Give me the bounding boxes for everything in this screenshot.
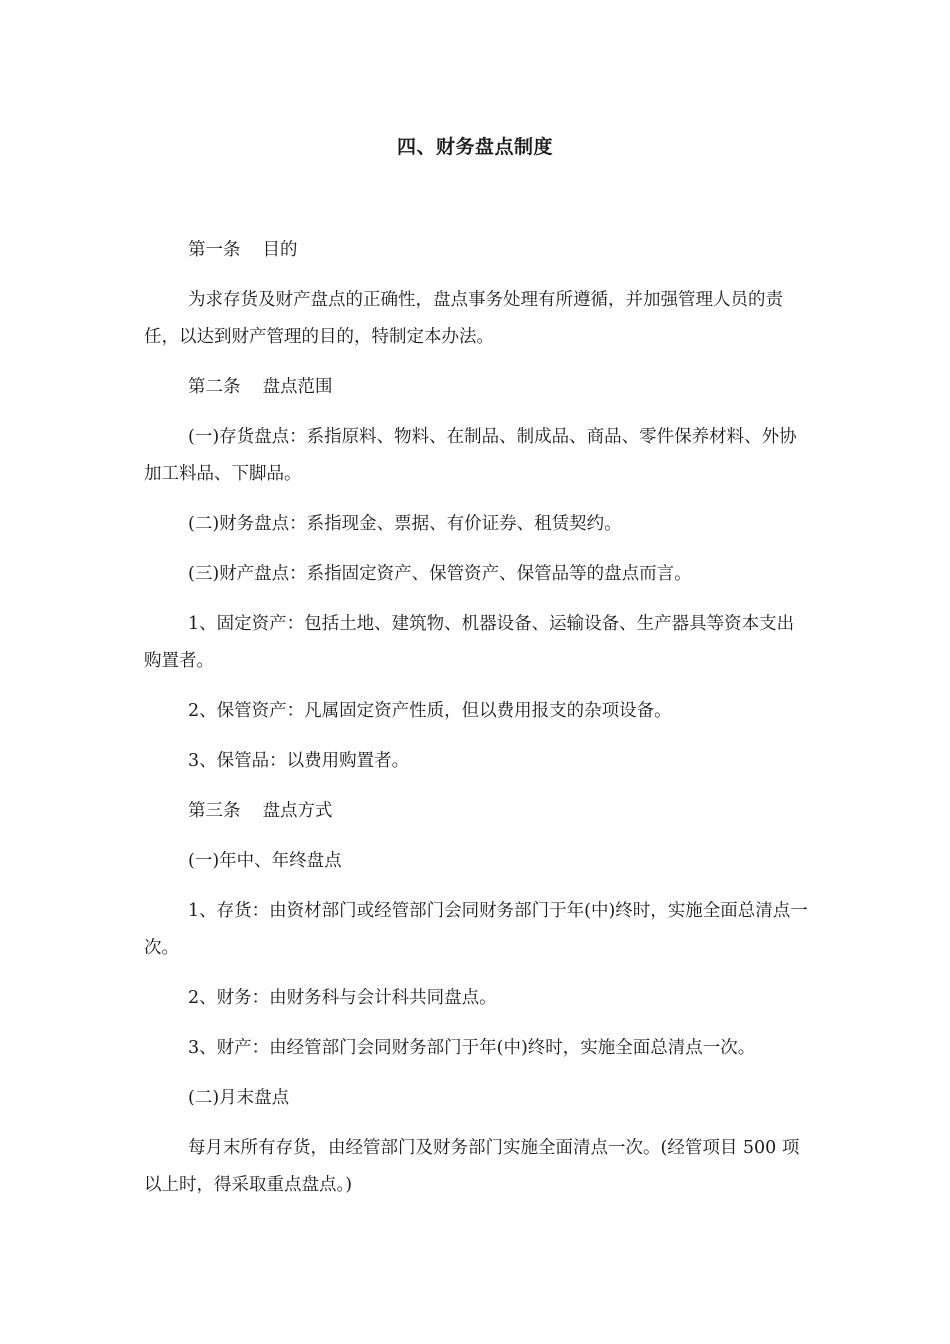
article-label: 盘点范围 <box>262 377 333 397</box>
paragraph: 1、存货：由资材部门或经管部门会同财务部门于年(中)终时，实施全面总清点一次。 <box>144 901 808 958</box>
paragraph: 3、保管品：以费用购置者。 <box>188 751 410 771</box>
paragraph: 2、保管资产：凡属固定资产性质，但以费用报支的杂项设备。 <box>188 701 672 721</box>
paragraph: (二)财务盘点：系指现金、票据、有价证券、租赁契约。 <box>188 514 622 534</box>
paragraph: 为求存货及财产盘点的正确性，盘点事务处理有所遵循，并加强管理人员的责任，以达到财产管理的目的，特制定本办法。 <box>144 290 783 347</box>
document-title: 四、财务盘点制度 <box>396 136 553 158</box>
document-body <box>144 232 810 1217</box>
article-number: 第三条 <box>188 801 241 821</box>
paragraph: (三)财产盘点：系指固定资产、保管资产、保管品等的盘点而言。 <box>188 564 692 584</box>
paragraph: 2、财务：由财务科与会计科共同盘点。 <box>188 988 497 1008</box>
article-heading <box>144 232 810 269</box>
article-number: 第二条 <box>188 377 241 397</box>
article-label: 目的 <box>262 240 298 260</box>
paragraph: 3、财产：由经管部门会同财务部门于年(中)终时，实施全面总清点一次。 <box>188 1038 756 1058</box>
article-heading <box>144 793 810 830</box>
article-heading <box>144 369 810 406</box>
paragraph: (二)月末盘点 <box>188 1088 290 1108</box>
paragraph: 每月末所有存货，由经管部门及财务部门实施全面清点一次。(经管项目 500 项以上时，得采取重点盘点。) <box>144 1138 800 1195</box>
article-number: 第一条 <box>188 240 241 260</box>
paragraph: (一)存货盘点：系指原料、物料、在制品、制成品、商品、零件保养材料、外协加工料品、下脚品。 <box>144 427 797 484</box>
paragraph: (一)年中、年终盘点 <box>188 851 342 871</box>
paragraph: 1、固定资产：包括土地、建筑物、机器设备、运输设备、生产器具等资本支出购置者。 <box>144 614 795 671</box>
article-label: 盘点方式 <box>262 801 333 821</box>
